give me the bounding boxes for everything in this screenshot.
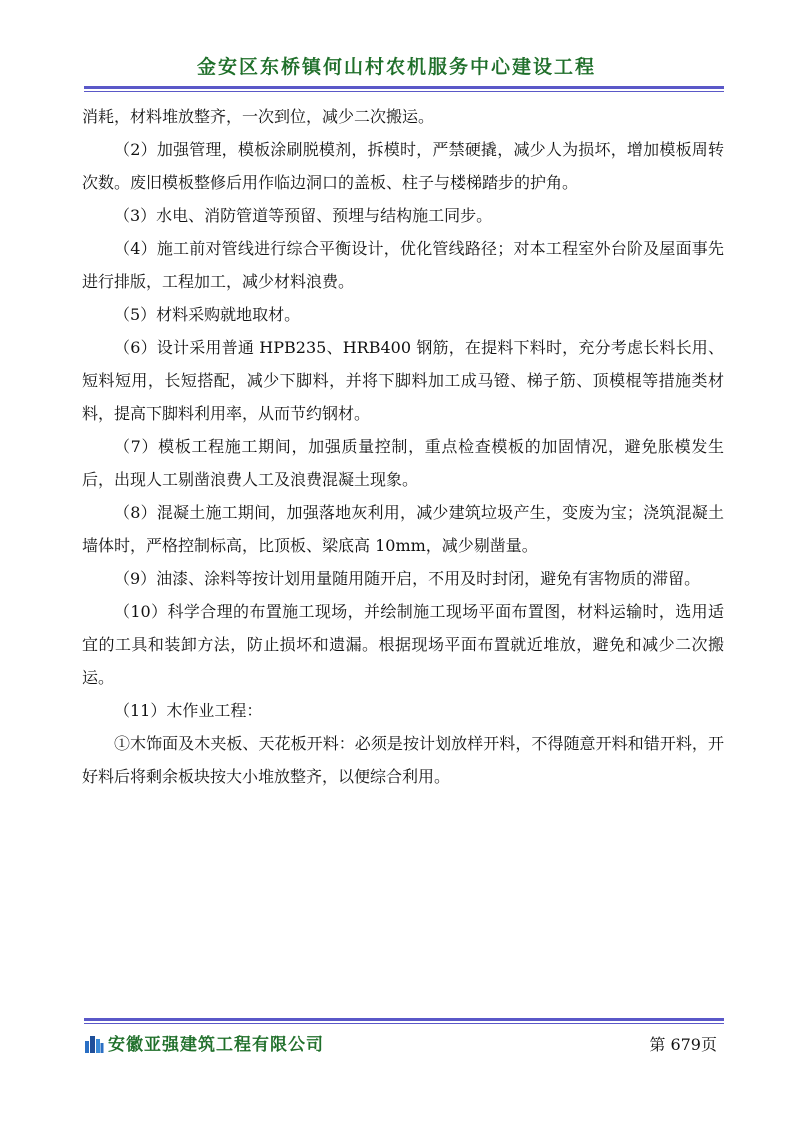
document-body (82, 100, 724, 793)
footer-rule (84, 1018, 724, 1024)
footer-company (84, 1030, 324, 1055)
paragraph-item-7: （7）模板工程施工期间，加强质量控制，重点检查模板的加固情况，避免胀模发生后，出现人工剔凿浪费人工及浪费混凝土现象。 (82, 437, 724, 489)
paragraph-continuation: 消耗，材料堆放整齐，一次到位，减少二次搬运。 (82, 107, 435, 126)
paragraph-item-3: （3）水电、消防管道等预留、预埋与结构施工同步。 (114, 206, 493, 225)
paragraph-item-2: （2）加强管理，模板涂刷脱模剂，拆模时，严禁硬撬，减少人为损坏，增加模板周转次数。废旧模板整修后用作临边洞口的盖板、柱子与楼梯踏步的护角。 (82, 140, 724, 192)
header-rule (84, 86, 724, 92)
company-name: 安徽亚强建筑工程有限公司 (108, 1035, 324, 1055)
paragraph-item-11: （11）木作业工程： (114, 701, 263, 720)
paragraph-item-6: （6）设计采用普通 HPB235、HRB400 钢筋，在提料下料时，充分考虑长料长用、短料短用，长短搭配，减少下脚料，并将下脚料加工成马镫、梯子筋、顶模棍等措施类材料，提高下脚料利用率，从而节约钢材。 (82, 338, 724, 423)
paragraph-item-4: （4）施工前对管线进行综合平衡设计，优化管线路径；对本工程室外台阶及屋面事先进行排版，工程加工，减少材料浪费。 (82, 239, 724, 291)
building-logo-icon (84, 1033, 104, 1053)
page-header-title: 金安区东桥镇何山村农机服务中心建设工程 (196, 56, 596, 78)
paragraph-item-5: （5）材料采购就地取材。 (114, 305, 301, 324)
paragraph-item-9: （9）油漆、涂料等按计划用量随用随开启，不用及时封闭，避免有害物质的滞留。 (114, 569, 701, 588)
paragraph-subitem-1: ①木饰面及木夹板、天花板开料：必须是按计划放样开料，不得随意开料和错开料，开好料后将剩余板块按大小堆放整齐，以便综合利用。 (82, 734, 724, 786)
page-number: 第 679页 (649, 1035, 717, 1054)
paragraph-item-8: （8）混凝土施工期间，加强落地灰利用，减少建筑垃圾产生，变废为宝；浇筑混凝土墙体时，严格控制标高，比顶板、梁底高 10mm，减少剔凿量。 (82, 503, 724, 555)
paragraph-item-10: （10）科学合理的布置施工现场，并绘制施工现场平面布置图，材料运输时，选用适宜的工具和装卸方法，防止损坏和遗漏。根据现场平面布置就近堆放，避免和减少二次搬运。 (82, 602, 724, 687)
